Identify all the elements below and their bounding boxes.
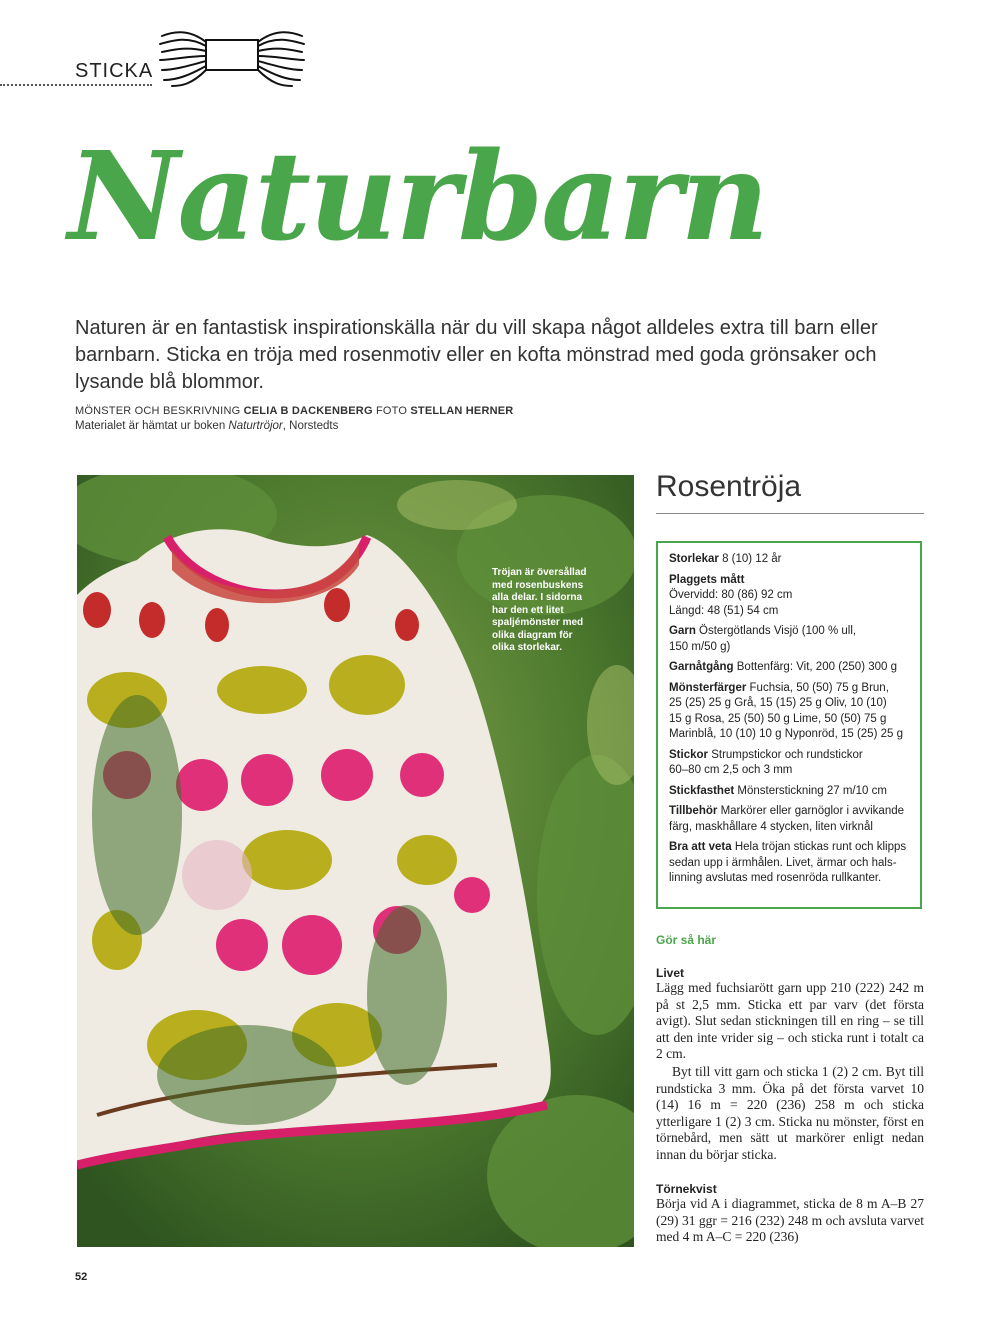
fact-value: sedan upp i ärmhålen. Livet, ärmar och hals- — [669, 856, 897, 869]
source-line — [75, 420, 338, 432]
fact-label: Stickfasthet — [669, 784, 735, 797]
facts-box — [656, 541, 922, 909]
credits-pattern-by: CELIA B DACKENBERG — [243, 405, 373, 417]
fact-value: färg, maskhållare 4 stycken, liten virknål — [669, 820, 873, 833]
tornekvist-heading: Törnekvist — [656, 1182, 717, 1196]
fact-accessories — [669, 804, 917, 835]
fact-value: Marinblå, 10 (10) 10 g Nyponröd, 15 (25) 25 g — [669, 728, 903, 740]
credits-photo-label: FOTO — [375, 405, 408, 417]
fact-value: 25 (25) 25 g Grå, 15 (15) 25 g Oliv, 10 (10) — [669, 697, 887, 709]
fact-label: Tillbehör — [669, 805, 718, 817]
fact-sizes — [669, 552, 917, 568]
fact-measurements — [669, 573, 917, 620]
fact-label: Bra att veta — [669, 841, 732, 853]
fact-value: Markörer eller garnöglor i avvikande — [720, 805, 905, 817]
fact-label: Garn — [669, 625, 696, 637]
headline: Naturbarn — [68, 124, 768, 268]
fact-value: 150 m/50 g) — [669, 640, 731, 653]
fact-label: Mönsterfärger — [669, 681, 747, 694]
tornekvist-paragraph-1: Börja vid A i diagrammet, sticka de 8 m A–B 27 (29) 31 ggr = 216 (232) 248 m och avsluta varvet med 4 m A–C = 220 (236) — [656, 1196, 924, 1244]
page-number: 52 — [75, 1271, 88, 1283]
credits-pattern-label: MÖNSTER OCH BESKRIVNING — [75, 405, 241, 417]
photo-caption: Tröjan är översållad med rosenbuskens alla delar. I sidorna har den ett litet spaljémönster med olika diagram för olika storlekar. — [492, 567, 587, 653]
credits-photo-by: STELLAN HERNER — [410, 405, 514, 417]
fact-value: Övervidd: 80 (86) 92 cm — [669, 589, 793, 601]
section-tag: STICKA — [75, 60, 154, 82]
fact-label: Garnåtgång — [669, 661, 734, 673]
fact-value: 15 g Rosa, 25 (50) 50 g Lime, 50 (50) 75 g — [669, 712, 887, 725]
fact-value: Längd: 48 (51) 54 cm — [669, 604, 779, 617]
livet-heading: Livet — [656, 966, 685, 980]
fact-value: Hela tröjan stickas runt och klipps — [734, 841, 907, 853]
pattern-title: Rosentröja — [656, 470, 802, 503]
fact-good-to-know — [669, 840, 917, 887]
fact-value: Fuchsia, 50 (50) 75 g Brun, — [749, 681, 889, 694]
livet-paragraph-2: Byt till vitt garn och sticka 1 (2) 2 cm. Byt till rundsticka 3 mm. Öka på det första varvet 10 (14) 16 m = 220 (236) 258 m och sticka ytterligare 1 (2) 3 cm. Sticka nu mönster, först en törnebård, men sätt ut markörer enligt nedan innan du börjar sticka. — [656, 1064, 924, 1162]
fact-yarn — [669, 624, 917, 655]
fact-gauge — [669, 784, 917, 800]
fact-value: Strumpstickor och rundstickor — [711, 748, 863, 761]
fact-pattern-colors — [669, 681, 917, 743]
livet-paragraph-1: Lägg med fuchsiarött garn upp 210 (222) 242 m på st 2,5 mm. Sticka ett par varv (det första avigt). Slut sedan stickningen till en ring – se till att den inte vrider sig – och sticka runt i totalt ca 2 cm. — [656, 980, 924, 1061]
instructions-heading: Gör så här — [656, 933, 717, 947]
source-suffix: , Norstedts — [282, 420, 339, 432]
yarn-skein-icon — [158, 26, 306, 88]
fact-needles — [669, 748, 917, 779]
fact-value: 60–80 cm 2,5 och 3 mm — [669, 764, 793, 776]
source-prefix: Materialet är hämtat ur boken — [75, 420, 226, 432]
fact-label: Plaggets mått — [669, 573, 745, 586]
credits — [75, 405, 513, 417]
fact-value: linning avslutas med rosenröda rullkanter. — [669, 872, 882, 884]
fact-label: Stickor — [669, 748, 708, 761]
ingress: Naturen är en fantastisk inspirationskälla när du vill skapa något alldeles extra till barn eller barnbarn. Sticka en tröja med rosenmotiv eller en kofta mönstrad med goda grönsaker och lysande blå blommor. — [75, 317, 878, 393]
fact-value: Bottenfärg: Vit, 200 (250) 300 g — [736, 661, 898, 673]
dotted-rule — [0, 84, 152, 86]
fact-value: Östergötlands Visjö (100 % ull, — [699, 625, 857, 637]
title-rule — [656, 513, 924, 514]
fact-value: Mönsterstickning 27 m/10 cm — [737, 784, 887, 797]
source-book: Naturtröjor — [228, 420, 283, 432]
fact-value: 8 (10) 12 år — [722, 553, 782, 565]
fact-yarn-amount — [669, 660, 917, 676]
facts-list — [669, 552, 917, 892]
fact-label: Storlekar — [669, 553, 719, 565]
